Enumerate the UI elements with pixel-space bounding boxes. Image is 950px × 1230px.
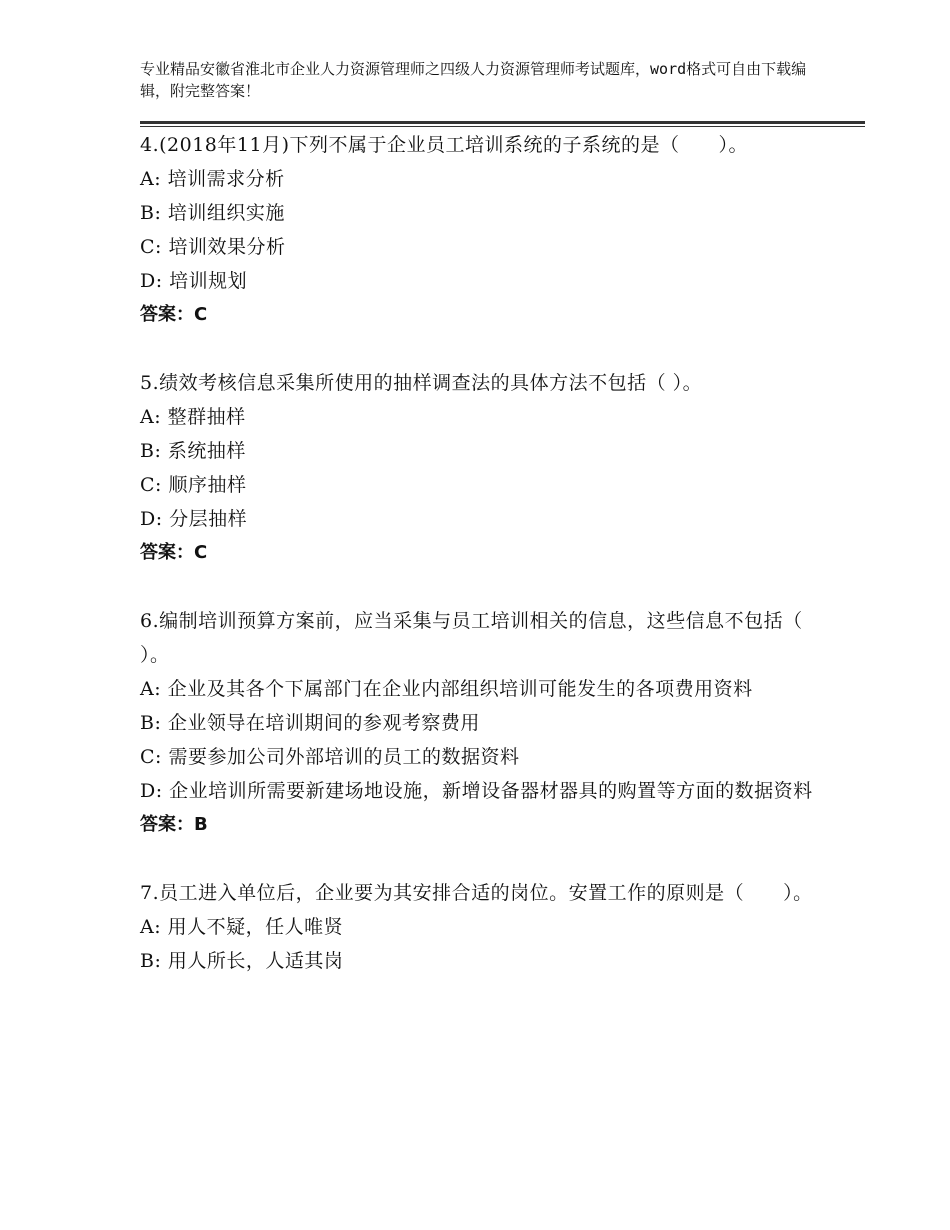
spacer — [140, 842, 830, 876]
question-stem: 6.编制培训预算方案前，应当采集与员工培训相关的信息，这些信息不包括（ ）。 — [140, 610, 842, 666]
option-a: A: 用人不疑，任人唯贤 — [140, 916, 344, 938]
option-b: B: 用人所长，人适其岗 — [140, 950, 344, 972]
question-stem: 7.员工进入单位后，企业要为其安排合适的岗位。安置工作的原则是（ ）。 — [140, 882, 813, 904]
option-b: B: 企业领导在培训期间的参观考察费用 — [140, 712, 480, 734]
question-stem: 4.(2018年11月)下列不属于企业员工培训系统的子系统的是（ ）。 — [140, 134, 748, 156]
spacer — [140, 332, 830, 366]
question-6 — [140, 604, 842, 842]
option-c: C: 需要参加公司外部培训的员工的数据资料 — [140, 746, 520, 768]
option-a: A: 培训需求分析 — [140, 168, 285, 190]
header-divider-thick — [140, 121, 865, 124]
option-b: B: 培训组织实施 — [140, 202, 285, 224]
option-b: B: 系统抽样 — [140, 440, 246, 462]
option-c: C: 培训效果分析 — [140, 236, 286, 258]
option-d: D: 分层抽样 — [140, 508, 248, 530]
option-a: A: 企业及其各个下属部门在企业内部组织培训可能发生的各项费用资料 — [140, 678, 753, 700]
answer-line: 答案：C — [140, 542, 208, 563]
answer-line: 答案：C — [140, 304, 208, 325]
spacer — [140, 570, 830, 604]
option-c: C: 顺序抽样 — [140, 474, 247, 496]
document-header: 专业精品安徽省淮北市企业人力资源管理师之四级人力资源管理师考试题库，word格式可自由下载编辑，附完整答案！ — [140, 60, 807, 100]
question-list — [140, 128, 842, 978]
question-7 — [140, 876, 830, 978]
answer-line: 答案：B — [140, 814, 208, 835]
option-d: D: 企业培训所需要新建场地设施，新增设备器材器具的购置等方面的数据资料 — [140, 780, 813, 802]
option-d: D: 培训规划 — [140, 270, 248, 292]
question-4 — [140, 128, 830, 332]
question-stem: 5.绩效考核信息采集所使用的抽样调查法的具体方法不包括（ ）。 — [140, 372, 703, 394]
option-a: A: 整群抽样 — [140, 406, 246, 428]
header-divider-thin — [140, 126, 865, 127]
question-5 — [140, 366, 830, 570]
